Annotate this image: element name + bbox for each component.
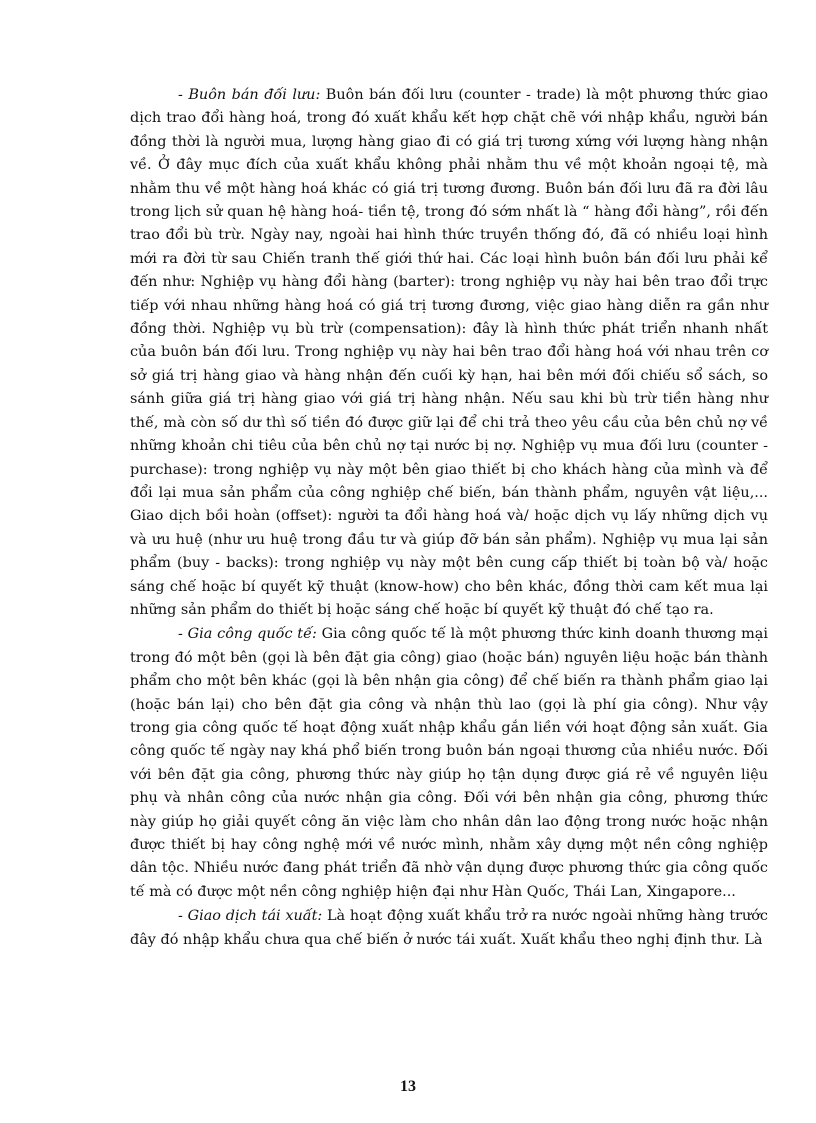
paragraph-counter-trade xyxy=(130,84,768,622)
paragraph-body: Gia công quốc tế là một phương thức kinh doanh thương mại trong đó một bên (gọi là bên đặt gia công) giao (hoặc bán) nguyên liệu hoặc bán thành phẩm cho một bên khác (gọi là bên nhận gia công) để chế biến ra thành phẩm giao lại (hoặc bán lại) cho bên đặt gia công và nhận thù lao (gọi là phí gia công). Như vậy trong gia công quốc tế hoạt động xuất nhập khẩu gắn liền với hoạt động sản xuất. Gia công quốc tế ngày nay khá phổ biến trong buôn bán ngoại thương của nhiều nước. Đối với bên đặt gia công, phương thức này giúp họ tận dụng được giá rẻ về nguyên liệu phụ và nhân công của nước nhận gia công. Đối với bên nhận gia công, phương thức này giúp họ giải quyết công ăn việc làm cho nhân dân lao động trong nước hoặc nhận được thiết bị hay công nghệ mới về nước mình, nhằm xây dựng một nền công nghiệp dân tộc. Nhiều nước đang phát triển đã nhờ vận dụng được phương thức gia công quốc tế mà có được một nền công nghiệp hiện đại như Hàn Quốc, Thái Lan, Xingapore... xyxy=(130,626,768,900)
paragraph-body: Buôn bán đối lưu (counter - trade) là một phương thức giao dịch trao đổi hàng hoá, trong đó xuất khẩu kết hợp chặt chẽ với nhập khẩu, người bán đồng thời là người mua, lượng hàng giao đi có giá trị tương xứng với lượng hàng nhận về. Ở đây mục đích của xuất khẩu không phải nhằm thu về một khoản ngoại tệ, mà nhằm thu về một hàng hoá khác có giá trị tương đương. Buôn bán đối lưu đã ra đời lâu trong lịch sử quan hệ hàng hoá- tiền tệ, trong đó sớm nhất là “ hàng đổi hàng”, rồi đến trao đổi bù trừ. Ngày nay, ngoài hai hình thức truyền thống đó, đã có nhiều loại hình mới ra đời từ sau Chiến tranh thế giới thứ hai. Các loại hình buôn bán đối lưu phải kể đến như: Nghiệp vụ hàng đổi hàng (barter): trong nghiệp vụ này hai bên trao đổi trực tiếp với nhau những hàng hoá có giá trị tương đương, việc giao hàng diễn ra gần như đồng thời. Nghiệp vụ bù trừ (compensation): đây là hình thức phát triển nhanh nhất của buôn bán đối lưu. Trong nghiệp vụ này hai bên trao đổi hàng hoá với nhau trên cơ sở giá trị hàng giao và hàng nhận đến cuối kỳ hạn, hai bên mới đối chiếu sổ sách, so sánh giữa giá trị hàng giao với giá trị hàng nhận. Nếu sau khi bù trừ tiền hàng như thế, mà còn số dư thì số tiền đó được giữ lại để chi trả theo yêu cầu của bên chủ nợ về những khoản chi tiêu của bên chủ nợ tại nước bị nợ. Nghiệp vụ mua đối lưu (counter - purchase): trong nghiệp vụ này một bên giao thiết bị cho khách hàng của mình và để đổi lại mua sản phẩm của công nghiệp chế biến, bán thành phẩm, nguyên vật liệu,... Giao dịch bồi hoàn (offset): người ta đổi hàng hoá và/ hoặc dịch vụ lấy những dịch vụ và ưu huệ (như ưu huệ trong đầu tư và giúp đỡ bán sản phẩm). Nghiệp vụ mua lại sản phẩm (buy - backs): trong nghiệp vụ này một bên cung cấp thiết bị toàn bộ và/ hoặc sáng chế hoặc bí quyết kỹ thuật (know-how) cho bên khác, đồng thời cam kết mua lại những sản phẩm do thiết bị hoặc sáng chế hoặc bí quyết kỹ thuật đó chế tạo ra. xyxy=(130,87,768,618)
page-number: 13 xyxy=(400,1078,416,1095)
paragraph-international-processing xyxy=(130,623,768,904)
document-page xyxy=(130,84,768,952)
paragraph-term: - Giao dịch tái xuất: xyxy=(178,908,323,925)
paragraph-re-export xyxy=(130,905,768,952)
paragraph-term: - Buôn bán đối lưu: xyxy=(178,87,321,103)
paragraph-body: Là hoạt động xuất khẩu trở ra nước ngoài những hàng trước đây đó nhập khẩu chưa qua chế biến ở nước tái xuất. Xuất khẩu theo nghị định thư. Là xyxy=(130,908,768,948)
paragraph-term: - Gia công quốc tế: xyxy=(178,626,317,643)
